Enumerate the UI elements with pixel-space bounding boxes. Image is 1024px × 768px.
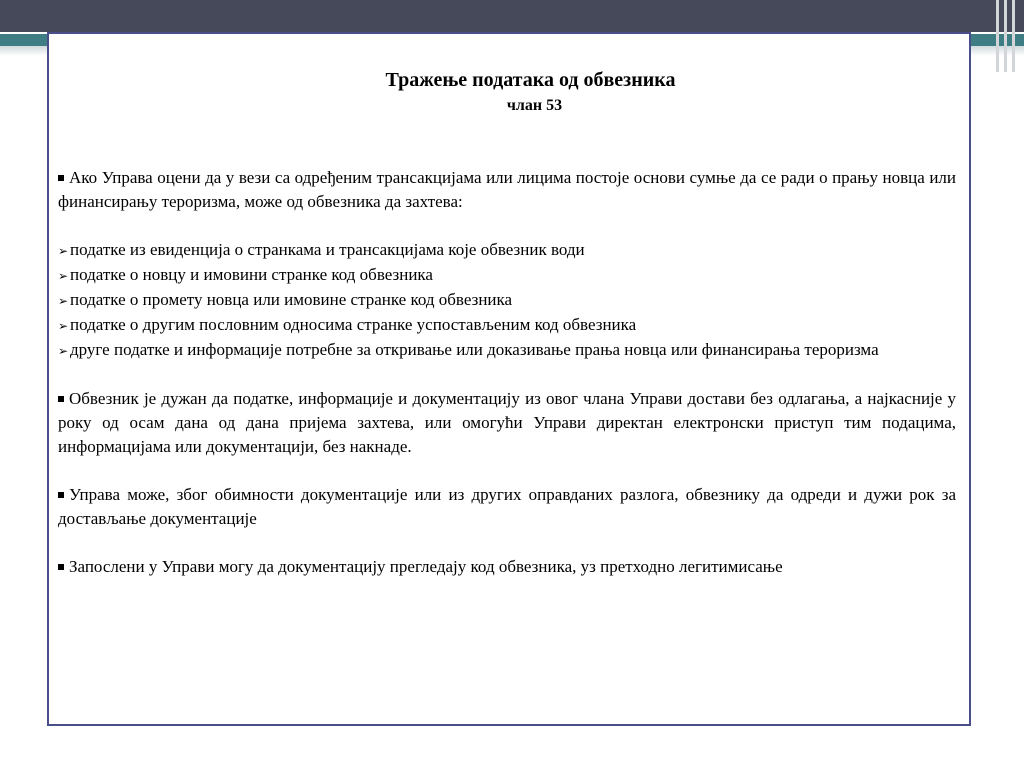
list-item-text: податке о другим пословним односима странке успостављеним код обвезника bbox=[70, 315, 637, 334]
list-item-text: друге податке и информације потребне за откривање или доказивање прања новца или финансирања тероризма bbox=[70, 340, 879, 359]
list-item bbox=[58, 263, 956, 288]
arrow-bullet-icon: ➢ bbox=[58, 269, 69, 283]
paragraph-extension bbox=[58, 483, 956, 531]
top-decor-band bbox=[0, 0, 1024, 32]
paragraph-extension-text: Управа може, због обимности документације или из других оправданих разлога, обвезнику да одреди и дужи рок за достављање документације bbox=[58, 485, 956, 528]
slide-body bbox=[58, 166, 956, 579]
paragraph-intro-text: Ако Управа оцени да у вези са одређеним трансакцијама или лицима постоје основи сумње да се ради о прању новца или финансирању тероризма, може од обвезника да захтева: bbox=[58, 168, 956, 211]
square-bullet-icon bbox=[58, 396, 64, 402]
list-item bbox=[58, 238, 956, 263]
teal-accent-stripe-left bbox=[0, 34, 48, 46]
slide-content-frame bbox=[47, 32, 971, 726]
paragraph-obligation bbox=[58, 387, 956, 459]
slide-title: Тражење података од обвезника bbox=[385, 69, 676, 91]
paragraph-intro bbox=[58, 166, 956, 214]
arrow-bullet-icon: ➢ bbox=[58, 294, 69, 308]
list-item bbox=[58, 338, 956, 363]
list-item-text: податке о новцу и имовини странке код обвезника bbox=[70, 265, 433, 284]
paragraph-inspection-text: Запослени у Управи могу да документацију прегледају код обвезника, уз претходно легитимисање bbox=[69, 557, 783, 576]
square-bullet-icon bbox=[58, 564, 64, 570]
slide-subtitle: члан 53 bbox=[506, 97, 563, 114]
paragraph-obligation-text: Обвезник је дужан да податке, информације и документацију из овог члана Управи достави без одлагања, а најкасније у року од осам дана од дана пријема захтева, или омогући Управи директан електронски приступ тим подацима, информацијама или документацији, без накнаде. bbox=[58, 389, 956, 456]
corner-decor-lines bbox=[992, 0, 1024, 72]
list-item bbox=[58, 288, 956, 313]
arrow-bullet-icon: ➢ bbox=[58, 244, 69, 258]
square-bullet-icon bbox=[58, 492, 64, 498]
list-item bbox=[58, 313, 956, 338]
square-bullet-icon bbox=[58, 175, 64, 181]
arrow-bullet-icon: ➢ bbox=[58, 319, 69, 333]
paragraph-inspection bbox=[58, 555, 956, 579]
list-item-text: податке о промету новца или имовине странке код обвезника bbox=[70, 290, 513, 309]
list-item-text: податке из евиденција о странкама и трансакцијама које обвезник води bbox=[70, 240, 585, 259]
arrow-bullet-icon: ➢ bbox=[58, 344, 69, 358]
